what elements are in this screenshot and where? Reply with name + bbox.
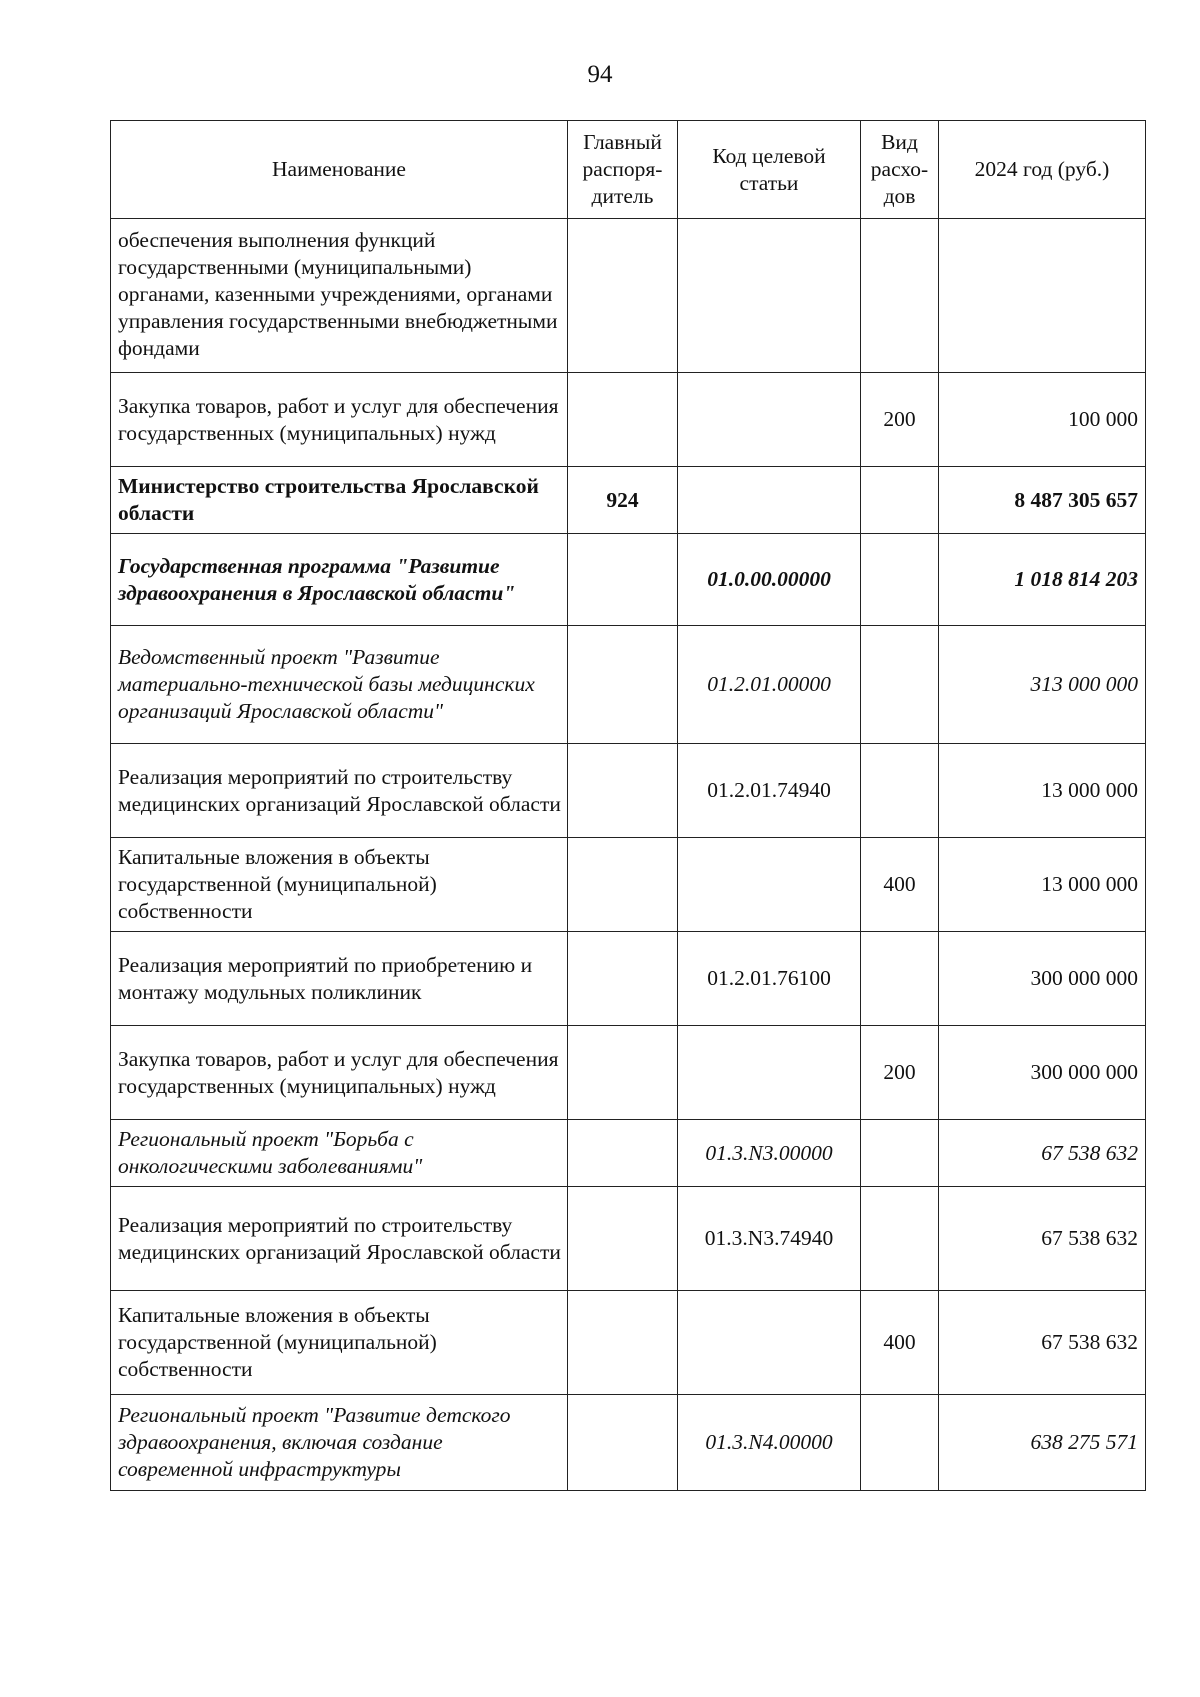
table-row bbox=[111, 1187, 1146, 1291]
cell-code: 01.3.N4.00000 bbox=[678, 1395, 861, 1491]
cell-name: Капитальные вложения в объекты государственной (муниципальной) собственности bbox=[111, 838, 568, 932]
table-row bbox=[111, 373, 1146, 467]
header-manager: Главный распоря-дитель bbox=[568, 121, 678, 219]
table-row bbox=[111, 744, 1146, 838]
cell-kind bbox=[861, 1120, 939, 1187]
cell-kind bbox=[861, 1395, 939, 1491]
cell-kind bbox=[861, 534, 939, 626]
cell-sum bbox=[939, 219, 1146, 373]
cell-kind bbox=[861, 744, 939, 838]
cell-manager bbox=[568, 838, 678, 932]
table-row bbox=[111, 534, 1146, 626]
cell-manager bbox=[568, 219, 678, 373]
cell-sum: 313 000 000 bbox=[939, 626, 1146, 744]
header-kind: Вид расхо-дов bbox=[861, 121, 939, 219]
cell-manager bbox=[568, 1395, 678, 1491]
table-header-row bbox=[111, 121, 1146, 219]
cell-kind bbox=[861, 932, 939, 1026]
table-row bbox=[111, 932, 1146, 1026]
cell-manager bbox=[568, 744, 678, 838]
cell-name: Государственная программа "Развитие здравоохранения в Ярославской области" bbox=[111, 534, 568, 626]
cell-sum: 13 000 000 bbox=[939, 838, 1146, 932]
cell-kind bbox=[861, 1187, 939, 1291]
cell-sum: 67 538 632 bbox=[939, 1120, 1146, 1187]
cell-name: Министерство строительства Ярославской области bbox=[111, 467, 568, 534]
cell-name: Реализация мероприятий по строительству медицинских организаций Ярославской области bbox=[111, 1187, 568, 1291]
cell-manager bbox=[568, 1026, 678, 1120]
table-row bbox=[111, 219, 1146, 373]
table-row bbox=[111, 467, 1146, 534]
cell-sum: 67 538 632 bbox=[939, 1291, 1146, 1395]
cell-name: Ведомственный проект "Развитие материально-технической базы медицинских организаций Ярославской области" bbox=[111, 626, 568, 744]
cell-code: 01.2.01.00000 bbox=[678, 626, 861, 744]
cell-code: 01.2.01.74940 bbox=[678, 744, 861, 838]
cell-code bbox=[678, 1026, 861, 1120]
cell-name: Региональный проект "Борьба с онкологическими заболеваниями" bbox=[111, 1120, 568, 1187]
cell-sum: 8 487 305 657 bbox=[939, 467, 1146, 534]
cell-kind bbox=[861, 219, 939, 373]
cell-sum: 1 018 814 203 bbox=[939, 534, 1146, 626]
cell-manager bbox=[568, 534, 678, 626]
table-row bbox=[111, 1120, 1146, 1187]
cell-sum: 300 000 000 bbox=[939, 932, 1146, 1026]
cell-name: Реализация мероприятий по строительству медицинских организаций Ярославской области bbox=[111, 744, 568, 838]
table-row bbox=[111, 1026, 1146, 1120]
cell-manager: 924 bbox=[568, 467, 678, 534]
cell-code bbox=[678, 467, 861, 534]
cell-code: 01.3.N3.74940 bbox=[678, 1187, 861, 1291]
header-year: 2024 год (руб.) bbox=[939, 121, 1146, 219]
cell-code: 01.0.00.00000 bbox=[678, 534, 861, 626]
cell-code: 01.2.01.76100 bbox=[678, 932, 861, 1026]
cell-code bbox=[678, 838, 861, 932]
cell-manager bbox=[568, 932, 678, 1026]
cell-manager bbox=[568, 1120, 678, 1187]
table-row bbox=[111, 1291, 1146, 1395]
page-number: 94 bbox=[587, 61, 613, 88]
cell-sum: 100 000 bbox=[939, 373, 1146, 467]
cell-name: Закупка товаров, работ и услуг для обеспечения государственных (муниципальных) нужд bbox=[111, 373, 568, 467]
table-row bbox=[111, 838, 1146, 932]
budget-table bbox=[110, 120, 1146, 1491]
cell-manager bbox=[568, 626, 678, 744]
header-code: Код целевой статьи bbox=[678, 121, 861, 219]
cell-code bbox=[678, 219, 861, 373]
cell-sum: 67 538 632 bbox=[939, 1187, 1146, 1291]
cell-name: обеспечения выполнения функций государственными (муниципальными) органами, казенными учреждениями, органами управления государственными внебюджетными фондами bbox=[111, 219, 568, 373]
cell-kind: 400 bbox=[861, 1291, 939, 1395]
cell-sum: 638 275 571 bbox=[939, 1395, 1146, 1491]
table-body bbox=[111, 219, 1146, 1491]
cell-name: Реализация мероприятий по приобретению и монтажу модульных поликлиник bbox=[111, 932, 568, 1026]
cell-code: 01.3.N3.00000 bbox=[678, 1120, 861, 1187]
cell-manager bbox=[568, 1291, 678, 1395]
cell-kind: 200 bbox=[861, 1026, 939, 1120]
cell-kind bbox=[861, 467, 939, 534]
cell-kind bbox=[861, 626, 939, 744]
cell-name: Региональный проект "Развитие детского здравоохранения, включая создание современной инфраструктуры bbox=[111, 1395, 568, 1491]
header-name: Наименование bbox=[111, 121, 568, 219]
cell-kind: 200 bbox=[861, 373, 939, 467]
cell-name: Капитальные вложения в объекты государственной (муниципальной) собственности bbox=[111, 1291, 568, 1395]
cell-sum: 13 000 000 bbox=[939, 744, 1146, 838]
table-row bbox=[111, 626, 1146, 744]
cell-kind: 400 bbox=[861, 838, 939, 932]
cell-code bbox=[678, 1291, 861, 1395]
cell-manager bbox=[568, 1187, 678, 1291]
table-row bbox=[111, 1395, 1146, 1491]
cell-sum: 300 000 000 bbox=[939, 1026, 1146, 1120]
cell-manager bbox=[568, 373, 678, 467]
cell-code bbox=[678, 373, 861, 467]
cell-name: Закупка товаров, работ и услуг для обеспечения государственных (муниципальных) нужд bbox=[111, 1026, 568, 1120]
